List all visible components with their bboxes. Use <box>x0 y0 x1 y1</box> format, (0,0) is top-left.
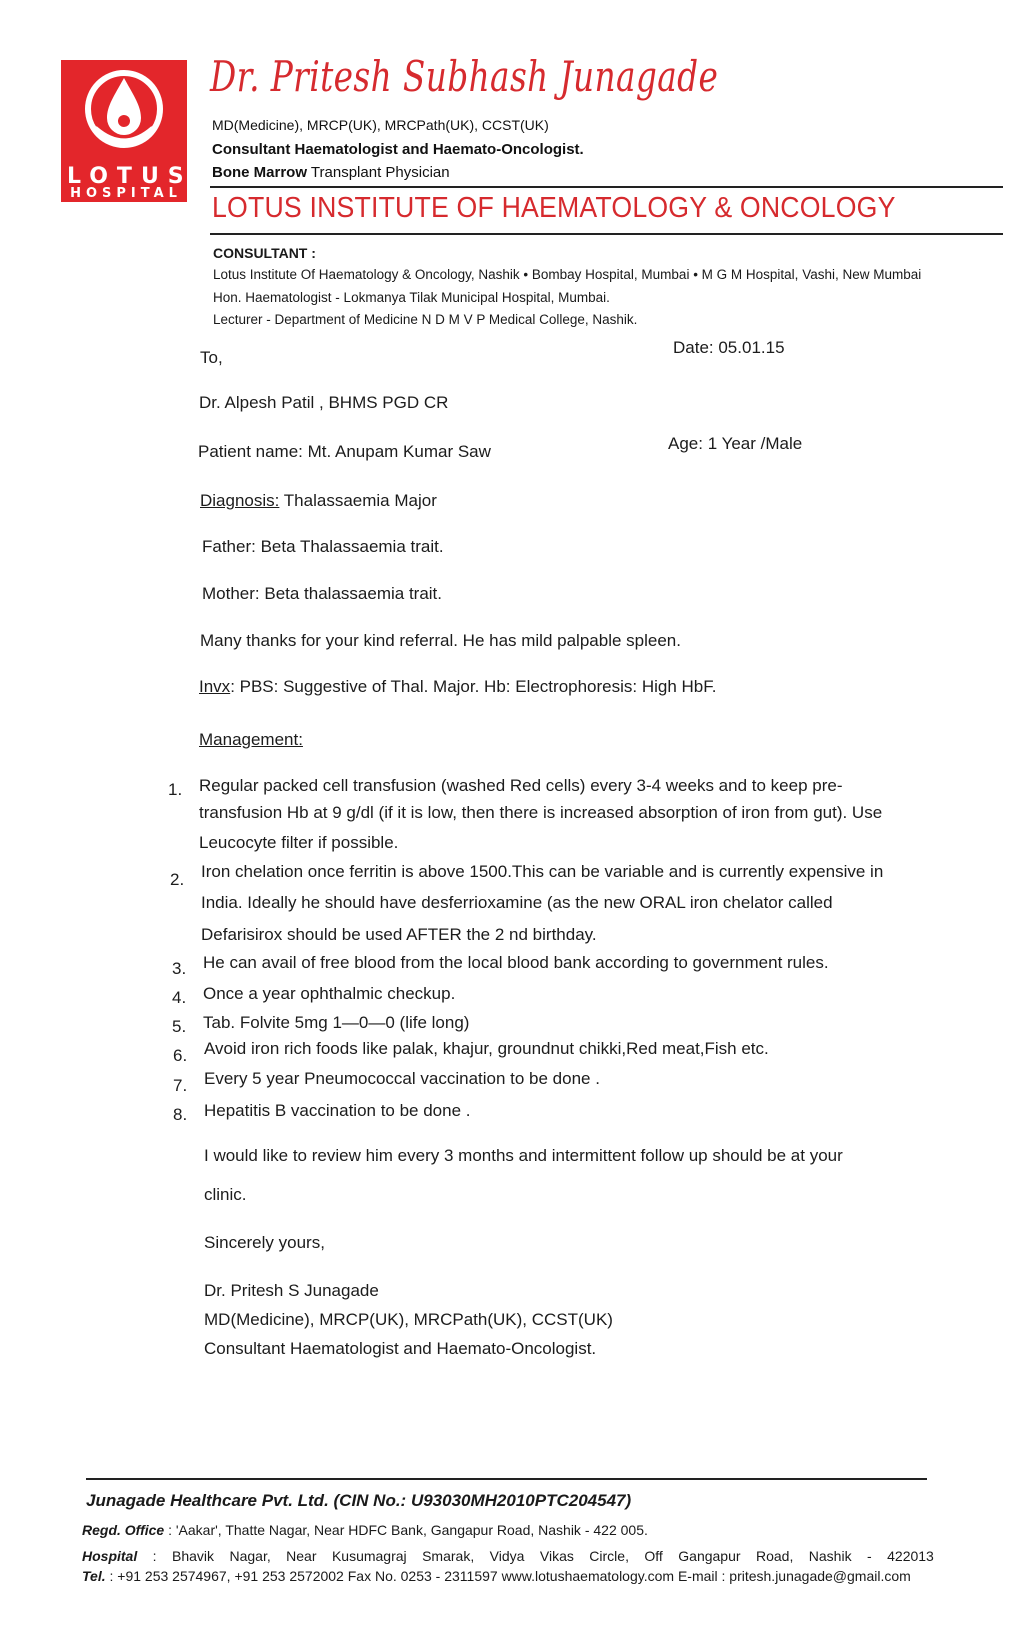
invx-value: : PBS: Suggestive of Thal. Major. Hb: Electrophoresis: High HbF. <box>230 677 717 696</box>
doctor-name-heading: Dr. Pritesh Subhash Junagade <box>210 52 719 101</box>
contact-details: : +91 253 2574967, +91 253 2572002 Fax No. 0253 - 2311597 www.lotushaematology.com E-mail : pritesh.junagade@gmail.com <box>105 1568 911 1584</box>
diagnosis <box>200 491 437 511</box>
doctor-title: Consultant Haematologist and Haemato-Oncologist. <box>212 141 584 158</box>
list-number: 3. <box>172 959 187 978</box>
header-divider-bottom <box>210 233 1003 235</box>
hospital-address-word: 422013 <box>887 1548 934 1564</box>
footer-hospital-address <box>82 1548 934 1564</box>
review-line-2: clinic. <box>204 1185 247 1204</box>
footer-contact <box>82 1568 911 1584</box>
hospital-address-word: Circle, <box>589 1548 629 1564</box>
logo-text-hospital: HOSPITAL <box>70 186 182 201</box>
list-number: 1. <box>168 780 183 799</box>
patient-age: Age: 1 Year /Male <box>668 434 803 453</box>
diagnosis-label: Diagnosis: <box>200 491 280 510</box>
list-item-6: Avoid iron rich foods like palak, khajur, groundnut chikki,Red meat,Fish etc. <box>204 1039 769 1058</box>
list-item-8: Hepatitis B vaccination to be done . <box>204 1101 471 1120</box>
hospital-address-word: Road, <box>755 1548 794 1564</box>
diagnosis-value: Thalassaemia Major <box>279 491 437 510</box>
bmt-line <box>212 164 450 181</box>
consultant-lecturer: Lecturer - Department of Medicine N D M V P Medical College, Nashik. <box>213 312 638 327</box>
signature-qualifications: MD(Medicine), MRCP(UK), MRCPath(UK), CCST(UK) <box>204 1310 613 1329</box>
hospital-address-word: Nashik <box>808 1548 852 1564</box>
hospital-address-word: Near <box>286 1548 317 1564</box>
list-number: 2. <box>170 870 185 889</box>
referral-thanks: Many thanks for your kind referral. He has mild palpable spleen. <box>200 631 681 650</box>
hospital-address-word: Off <box>644 1548 663 1564</box>
list-number: 7. <box>173 1076 188 1095</box>
hospital-address-word: Nagar, <box>229 1548 271 1564</box>
hospital-address-word: Gangapur <box>678 1548 741 1564</box>
logo-text-lotus: LOTUS <box>67 164 193 189</box>
consultant-label: CONSULTANT : <box>213 245 316 261</box>
hospital-address-word: Smarak, <box>422 1548 475 1564</box>
hospital-address-word: Vikas <box>539 1548 574 1564</box>
list-number: 8. <box>173 1105 188 1124</box>
list-item-4: Once a year ophthalmic checkup. <box>203 984 456 1003</box>
list-item-7: Every 5 year Pneumococcal vaccination to be done . <box>204 1069 600 1088</box>
header-divider-top <box>210 186 1003 188</box>
tel-label: Tel. <box>82 1568 106 1584</box>
lotus-hospital-logo <box>61 60 193 202</box>
regd-address: : 'Aakar', Thatte Nagar, Near HDFC Bank, Gangapur Road, Nashik - 422 005. <box>164 1522 648 1538</box>
lotus-drop-icon <box>81 66 167 152</box>
father-status: Father: Beta Thalassaemia trait. <box>202 537 444 556</box>
signature-title: Consultant Haematologist and Haemato-Oncologist. <box>204 1339 597 1358</box>
invx-label: Invx <box>199 677 231 696</box>
footer-company: Junagade Healthcare Pvt. Ltd. (CIN No.: U93030MH2010PTC204547) <box>86 1491 632 1510</box>
letter-date: Date: 05.01.15 <box>673 338 785 357</box>
hospital-address-word: : <box>152 1548 157 1564</box>
list-number: 6. <box>173 1046 188 1065</box>
doctor-qualifications: MD(Medicine), MRCP(UK), MRCPath(UK), CCST(UK) <box>212 117 549 133</box>
management-heading: Management: <box>199 730 303 749</box>
list-item-1-line-2: transfusion Hb at 9 g/dl (if it is low, then there is increased absorption of iron from gut). Use <box>199 803 883 822</box>
regd-label: Regd. Office <box>82 1522 165 1538</box>
patient-name: Patient name: Mt. Anupam Kumar Saw <box>198 442 491 461</box>
list-item-2-line-3: Defarisirox should be used AFTER the 2 nd birthday. <box>201 925 597 944</box>
closing-sincerely: Sincerely yours, <box>204 1233 325 1252</box>
signature-name: Dr. Pritesh S Junagade <box>204 1281 379 1300</box>
mother-status: Mother: Beta thalassaemia trait. <box>202 584 443 603</box>
list-item-3: He can avail of free blood from the local blood bank according to government rules. <box>203 953 829 972</box>
consultant-hon-position: Hon. Haematologist - Lokmanya Tilak Municipal Hospital, Mumbai. <box>213 290 610 305</box>
hospital-address-word: Bhavik <box>172 1548 215 1564</box>
list-item-5: Tab. Folvite 5mg 1—0—0 (life long) <box>203 1013 470 1032</box>
footer-divider <box>86 1478 927 1480</box>
salutation-to: To, <box>200 348 223 367</box>
bmt-rest: Transplant Physician <box>310 164 450 181</box>
hospital-address-word: Kusumagraj <box>331 1548 407 1564</box>
list-item-2-line-1: Iron chelation once ferritin is above 1500.This can be variable and is currently expensive in <box>201 862 884 881</box>
hospital-label: Hospital <box>82 1548 138 1564</box>
list-item-1-line-3: Leucocyte filter if possible. <box>199 833 399 852</box>
recipient-name: Dr. Alpesh Patil , BHMS PGD CR <box>199 393 449 412</box>
list-item-2-line-2: India. Ideally he should have desferrioxamine (as the new ORAL iron chelator called <box>201 893 833 912</box>
review-line-1: I would like to review him every 3 months and intermittent follow up should be at your <box>204 1146 843 1165</box>
hospital-address-word: Vidya <box>489 1548 525 1564</box>
footer-registered-office <box>82 1522 648 1538</box>
investigations <box>199 677 717 697</box>
list-number: 4. <box>172 988 187 1007</box>
bmt-bold: Bone Marrow <box>212 164 308 181</box>
institute-name: LOTUS INSTITUTE OF HAEMATOLOGY & ONCOLOGY <box>212 192 896 224</box>
hospital-address-word: - <box>867 1548 872 1564</box>
consultant-hospitals: Lotus Institute Of Haematology & Oncology, Nashik • Bombay Hospital, Mumbai • M G M Hospital, Vashi, New Mumbai <box>213 267 922 282</box>
list-number: 5. <box>172 1017 187 1036</box>
list-item-1-line-1: Regular packed cell transfusion (washed Red cells) every 3-4 weeks and to keep pre- <box>199 776 843 795</box>
